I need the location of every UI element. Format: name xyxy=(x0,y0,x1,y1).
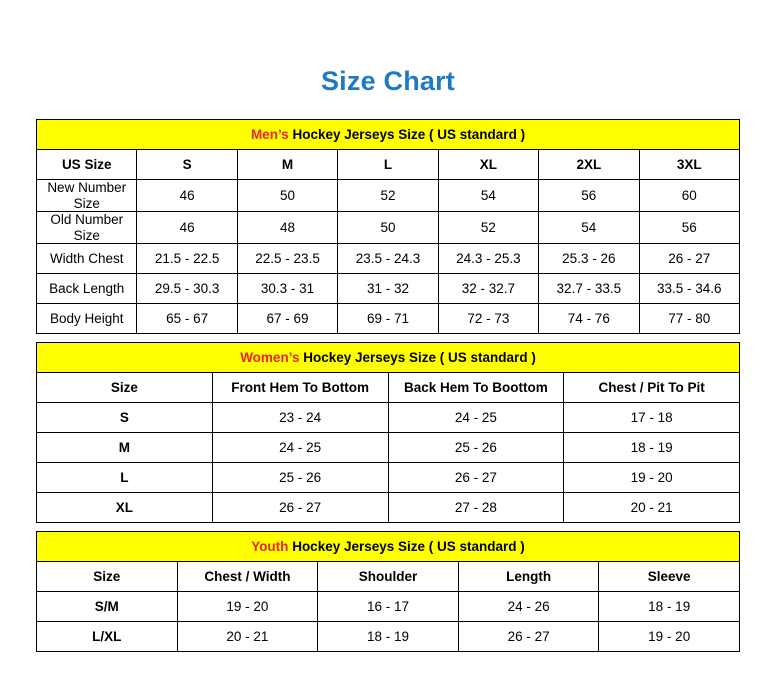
mens-row-1-cell-3: 50 xyxy=(338,212,438,244)
mens-row-2-cell-6: 26 - 27 xyxy=(639,244,739,274)
womens-header-row xyxy=(37,373,740,403)
mens-row-1-cell-2: 48 xyxy=(237,212,337,244)
mens-header-cell-2: M xyxy=(237,150,337,180)
mens-row-0-label: New Number Size xyxy=(37,180,137,212)
table-row xyxy=(37,622,740,652)
mens-header-cell-1: S xyxy=(137,150,237,180)
youth-header-cell-3: Length xyxy=(458,562,599,592)
youth-band-accent: Youth xyxy=(251,538,289,554)
youth-row-1-cell-2: 18 - 19 xyxy=(318,622,459,652)
mens-row-2-cell-1: 21.5 - 22.5 xyxy=(137,244,237,274)
mens-row-3-cell-4: 32 - 32.7 xyxy=(438,274,538,304)
womens-header-cell-1: Front Hem To Bottom xyxy=(212,373,388,403)
mens-row-2-cell-5: 25.3 - 26 xyxy=(539,244,639,274)
mens-row-4-cell-5: 74 - 76 xyxy=(539,304,639,334)
mens-band-accent: Men’s xyxy=(250,126,289,142)
mens-row-0-cell-1: 46 xyxy=(137,180,237,212)
mens-row-3-cell-5: 32.7 - 33.5 xyxy=(539,274,639,304)
table-row xyxy=(37,304,740,334)
womens-row-0-cell-2: 24 - 25 xyxy=(388,403,564,433)
mens-size-table xyxy=(36,119,740,334)
mens-header-cell-6: 3XL xyxy=(639,150,739,180)
mens-header-cell-5: 2XL xyxy=(539,150,639,180)
mens-row-1-cell-1: 46 xyxy=(137,212,237,244)
womens-header-cell-0: Size xyxy=(37,373,213,403)
womens-band-row xyxy=(37,343,740,373)
table-row xyxy=(37,180,740,212)
womens-row-1-cell-3: 18 - 19 xyxy=(564,433,740,463)
youth-row-0-cell-1: 19 - 20 xyxy=(177,592,318,622)
mens-row-0-cell-4: 54 xyxy=(438,180,538,212)
youth-size-table xyxy=(36,531,740,652)
womens-row-2-cell-3: 19 - 20 xyxy=(564,463,740,493)
youth-row-0-cell-4: 18 - 19 xyxy=(599,592,740,622)
mens-row-0-cell-5: 56 xyxy=(539,180,639,212)
table-row xyxy=(37,493,740,523)
youth-band-row xyxy=(37,532,740,562)
table-row xyxy=(37,433,740,463)
womens-row-0-cell-3: 17 - 18 xyxy=(564,403,740,433)
table-row xyxy=(37,244,740,274)
youth-row-0-cell-3: 24 - 26 xyxy=(458,592,599,622)
mens-row-3-cell-1: 29.5 - 30.3 xyxy=(137,274,237,304)
womens-band-title xyxy=(37,343,740,373)
table-row xyxy=(37,274,740,304)
youth-row-0-cell-2: 16 - 17 xyxy=(318,592,459,622)
youth-row-0-label: S/M xyxy=(37,592,178,622)
mens-row-3-cell-6: 33.5 - 34.6 xyxy=(639,274,739,304)
mens-row-0-cell-2: 50 xyxy=(237,180,337,212)
table-row xyxy=(37,463,740,493)
youth-row-1-cell-1: 20 - 21 xyxy=(177,622,318,652)
womens-header-cell-2: Back Hem To Boottom xyxy=(388,373,564,403)
youth-row-1-cell-4: 19 - 20 xyxy=(599,622,740,652)
womens-row-0-cell-1: 23 - 24 xyxy=(212,403,388,433)
page-title: Size Chart xyxy=(320,66,456,96)
womens-row-0-label: S xyxy=(37,403,213,433)
womens-band-accent: Women’s xyxy=(240,349,300,365)
mens-header-cell-0: US Size xyxy=(37,150,137,180)
womens-row-2-label: L xyxy=(37,463,213,493)
youth-header-row xyxy=(37,562,740,592)
mens-row-4-cell-2: 67 - 69 xyxy=(237,304,337,334)
mens-header-row xyxy=(37,150,740,180)
mens-row-1-label: Old Number Size xyxy=(37,212,137,244)
youth-band-title xyxy=(37,532,740,562)
table-row xyxy=(37,592,740,622)
mens-row-3-label: Back Length xyxy=(37,274,137,304)
womens-row-1-cell-1: 24 - 25 xyxy=(212,433,388,463)
mens-band-title xyxy=(37,120,740,150)
mens-row-2-label: Width Chest xyxy=(37,244,137,274)
mens-row-4-label: Body Height xyxy=(37,304,137,334)
womens-header-cell-3: Chest / Pit To Pit xyxy=(564,373,740,403)
mens-row-1-cell-6: 56 xyxy=(639,212,739,244)
mens-row-3-cell-3: 31 - 32 xyxy=(338,274,438,304)
mens-row-1-cell-5: 54 xyxy=(539,212,639,244)
mens-row-0-cell-3: 52 xyxy=(338,180,438,212)
mens-band-rest: Hockey Jerseys Size ( US standard ) xyxy=(288,126,526,142)
youth-header-cell-2: Shoulder xyxy=(318,562,459,592)
mens-header-cell-4: XL xyxy=(438,150,538,180)
youth-header-cell-0: Size xyxy=(37,562,178,592)
womens-row-2-cell-2: 26 - 27 xyxy=(388,463,564,493)
youth-header-cell-1: Chest / Width xyxy=(177,562,318,592)
mens-row-2-cell-4: 24.3 - 25.3 xyxy=(438,244,538,274)
mens-row-3-cell-2: 30.3 - 31 xyxy=(237,274,337,304)
mens-row-4-cell-6: 77 - 80 xyxy=(639,304,739,334)
mens-row-2-cell-3: 23.5 - 24.3 xyxy=(338,244,438,274)
womens-row-3-cell-3: 20 - 21 xyxy=(564,493,740,523)
womens-row-3-cell-2: 27 - 28 xyxy=(388,493,564,523)
youth-header-cell-4: Sleeve xyxy=(599,562,740,592)
table-row xyxy=(37,403,740,433)
youth-row-1-cell-3: 26 - 27 xyxy=(458,622,599,652)
section-gap-2 xyxy=(36,523,740,531)
womens-row-1-cell-2: 25 - 26 xyxy=(388,433,564,463)
womens-band-rest: Hockey Jerseys Size ( US standard ) xyxy=(299,349,536,365)
mens-row-4-cell-4: 72 - 73 xyxy=(438,304,538,334)
table-row xyxy=(37,212,740,244)
mens-header-cell-3: L xyxy=(338,150,438,180)
mens-band-row xyxy=(37,120,740,150)
youth-band-rest: Hockey Jerseys Size ( US standard ) xyxy=(288,538,525,554)
womens-row-3-cell-1: 26 - 27 xyxy=(212,493,388,523)
womens-size-table xyxy=(36,342,740,523)
section-gap-1 xyxy=(36,334,740,342)
womens-row-3-label: XL xyxy=(37,493,213,523)
mens-row-0-cell-6: 60 xyxy=(639,180,739,212)
mens-row-1-cell-4: 52 xyxy=(438,212,538,244)
womens-row-2-cell-1: 25 - 26 xyxy=(212,463,388,493)
womens-row-1-label: M xyxy=(37,433,213,463)
youth-row-1-label: L/XL xyxy=(37,622,178,652)
mens-row-4-cell-3: 69 - 71 xyxy=(338,304,438,334)
size-chart-tables xyxy=(36,119,740,652)
mens-row-4-cell-1: 65 - 67 xyxy=(137,304,237,334)
mens-row-2-cell-2: 22.5 - 23.5 xyxy=(237,244,337,274)
